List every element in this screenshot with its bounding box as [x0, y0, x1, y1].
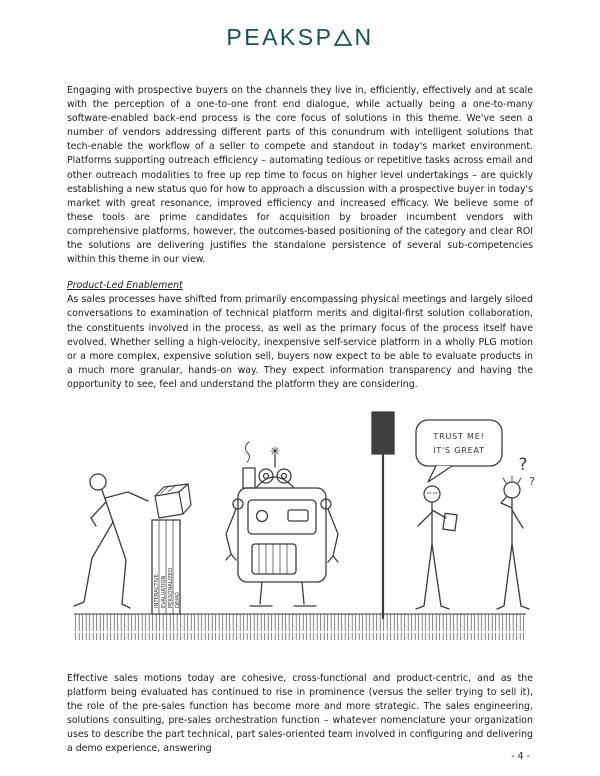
paragraph-theme-overview: Engaging with prospective buyers on the channels they live in, efficiently, effectively and at scale with the perception of a one-to-one front end dialogue, while actually being a one-to-many software-enabled back-end process is the core focus of solutions in this theme. We've seen a number of vendors addressing different parts of this conundrum with intelligent solutions that tech-enable the workflow of a seller to compete and standout in today's market environment. Platforms supporting outreach efficiency – automating tedious or repetitive tasks across email and other outreach modalities to free up rep time to focus on higher level undertakings – are quickly establishing a new status quo for how to approach a discussion with a prospective buyer in today's market with great resonance, improved efficiency and increased efficacy. We believe some of these tools are prime candidates for acquisition by broader incumbent vendors with comprehensive platforms, however, the outcomes-based positioning of the category and clear ROI the solutions are delivering justifies the standalone persistence of several sub-competencies within this theme in our view.: [67, 85, 533, 266]
sign-word-evaluation: EVALUATION: [160, 575, 167, 608]
page-footer: [511, 751, 530, 762]
peakspan-logo: [0, 24, 600, 51]
logo-text-left: PEAKSP: [226, 24, 334, 50]
left-person: [74, 474, 148, 608]
speech-bubble-line2: IT'S GREAT: [433, 445, 485, 455]
demo-sign: [152, 520, 181, 614]
presenter-person: [416, 486, 457, 609]
page-content: [67, 84, 533, 757]
sign-word-demo: DEMO: [174, 592, 181, 608]
sign-word-interactive: INTERACTIVE: [153, 574, 160, 608]
ground-hatching: [74, 614, 526, 640]
question-mark-small: ?: [529, 474, 535, 488]
peak-triangle-icon: [334, 29, 352, 47]
sign-word-personalized: PERSONALIZED: [167, 567, 174, 608]
question-mark-large: ?: [518, 454, 528, 475]
paragraph-plg-intro: As sales processes have shifted from primarily encompassing physical meetings and largely siloed conversations to examination of technical platform merits and digital-first solution collaboration, the constituents involved in the process, as well as the primary focus of the process itself have evolved. Whether selling a high-velocity, inexpensive self-service platform in a wholly PLG motion or a more complex, expensive solution sell, buyers now expect to be able to evaluate products in a much more granular, hands-on way. They expect information transparency and having the opportunity to see, feel and understand the platform they are considering.: [67, 294, 533, 390]
page-number: - 4 -: [511, 751, 530, 762]
speech-bubble-line1: TRUST ME!: [433, 431, 485, 441]
paragraph-sales-motions: Effective sales motions today are cohesive, cross-functional and product-centric, and as the platform being evaluated has continued to rise in prominence (versus the seller trying to sell it), the role of the pre-sales function has become more and more strategic. The sales engineering, solutions consulting, pre-sales orchestration function – whatever nomenclature your organization uses to describe the part technical, part sales-oriented team involved in configuring and delivering a demo experience, answering: [67, 672, 533, 755]
flag-pole: [372, 412, 394, 618]
speech-bubble: [416, 420, 502, 482]
skeptic-person: [497, 476, 529, 609]
sketch-illustration: [60, 408, 540, 654]
logo-text-right: N: [354, 24, 374, 50]
sketch-illustration-svg: [60, 408, 540, 654]
cube: [155, 484, 191, 518]
section-heading: Product-Led Enablement: [67, 280, 183, 292]
robot: [226, 442, 338, 606]
question-marks: [518, 455, 535, 488]
